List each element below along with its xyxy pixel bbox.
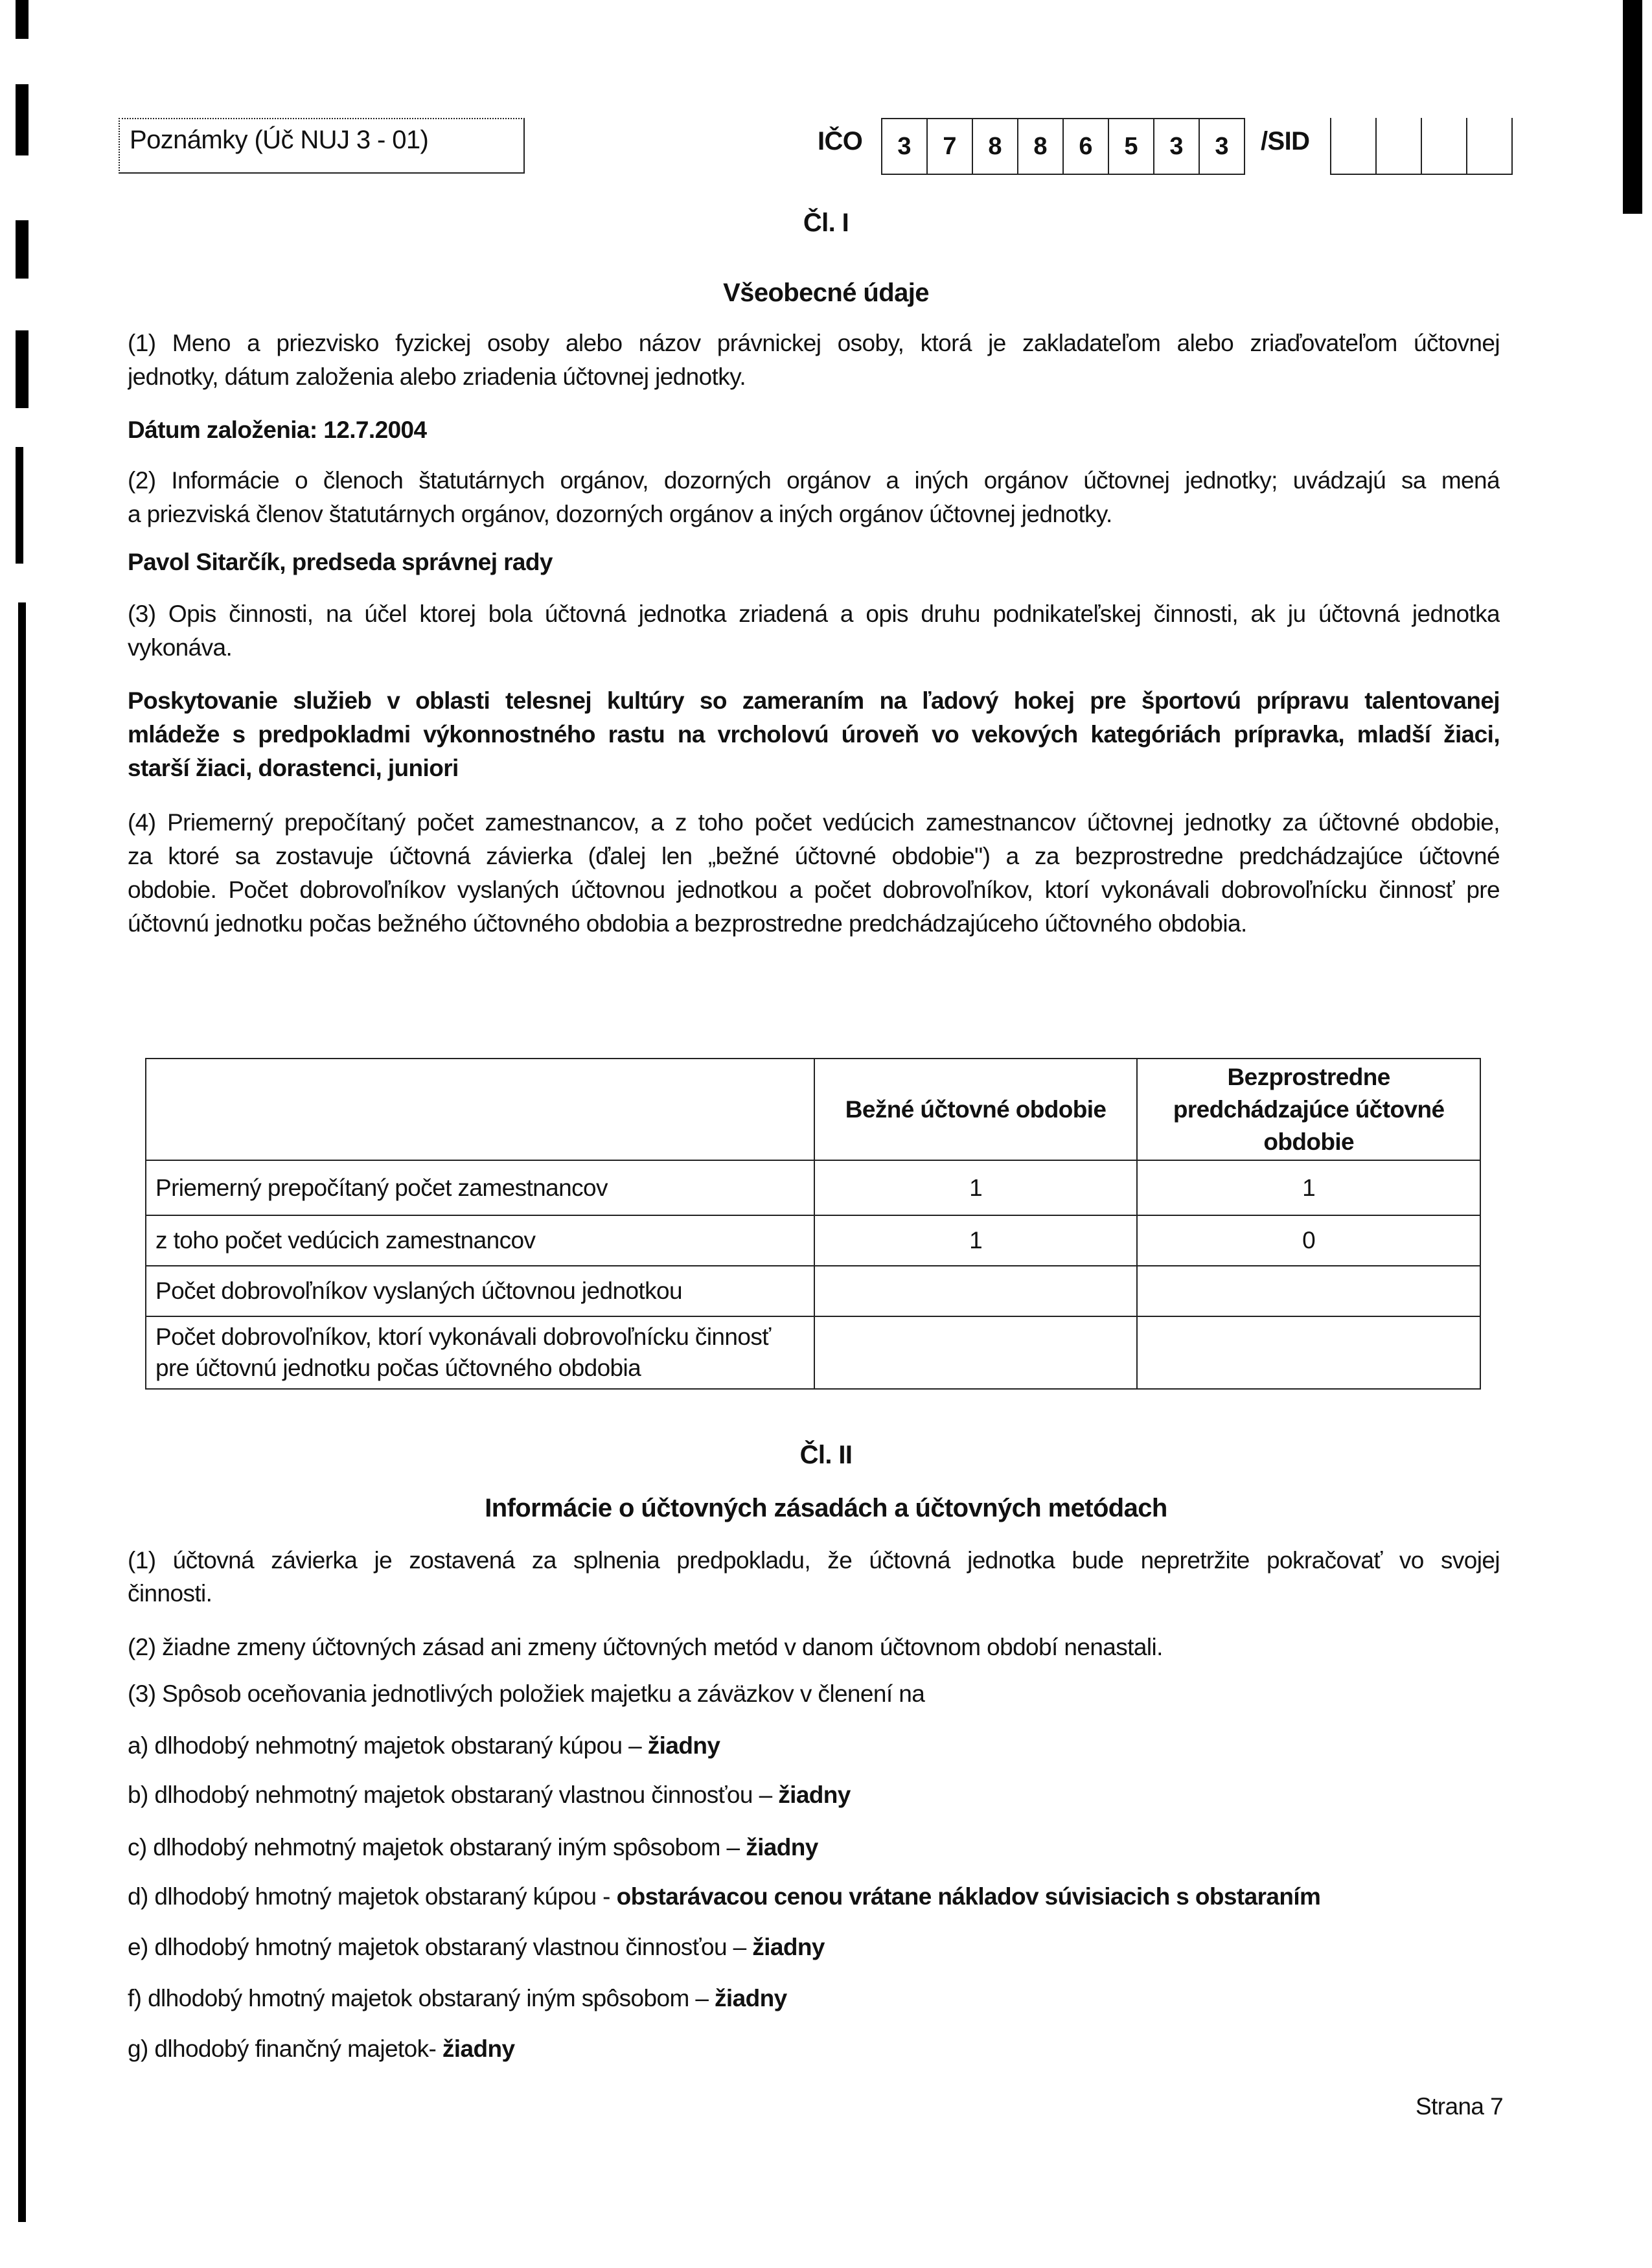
ico-digit: 7 — [926, 118, 973, 175]
current-value: 1 — [814, 1160, 1137, 1215]
activity-line: starší žiaci, dorastenci, juniori — [128, 755, 459, 781]
table-row — [146, 1266, 1480, 1316]
item-text: c) dlhodobý nehmotný majetok obstaraný iným spôsobom – — [128, 1834, 746, 1861]
item-text: g) dlhodobý finančný majetok- — [128, 2035, 442, 2062]
paragraph-line: (1) účtovná závierka je zostavená za splnenia predpokladu, že účtovná jednotka bude nepretržite pokračovať vo svojej — [128, 1547, 1500, 1574]
item-value: žiadny — [647, 1732, 720, 1759]
paragraph-line: účtovnú jednotku počas bežného účtovného obdobia a bezprostredne predchádzajúceho účtovného obdobia. — [128, 910, 1247, 937]
row-label: Priemerný prepočítaný počet zamestnancov — [146, 1160, 814, 1215]
item-value: žiadny — [715, 1985, 787, 2011]
paragraph-line: (3) Opis činnosti, na účel ktorej bola účtovná jednotka zriadená a opis druhu podnikateľskej činnosti, ak ju účtovná jednotka — [128, 601, 1500, 627]
item-text: d) dlhodobý hmotný majetok obstaraný kúpou - — [128, 1883, 617, 1910]
table-header-row — [146, 1059, 1480, 1160]
section-1-subtitle: Všeobecné údaje — [723, 279, 929, 307]
item-text: f) dlhodobý hmotný majetok obstaraný iným spôsobom – — [128, 1985, 715, 2011]
current-value: 1 — [814, 1215, 1137, 1266]
item-text: b) dlhodobý nehmotný majetok obstaraný vlastnou činnosťou – — [128, 1781, 779, 1808]
activity-line: mládeže s predpokladmi výkonnostného rastu na vrcholovú úroveň vo vekových kategóriách prípravka, mladší žiaci, — [128, 721, 1500, 748]
paragraph-line: (3) Spôsob oceňovania jednotlivých položiek majetku a záväzkov v členení na — [128, 1680, 925, 1707]
valuation-item — [128, 2032, 514, 2066]
valuation-item — [128, 1778, 851, 1812]
sid-label: /SID — [1261, 127, 1310, 155]
row-label: z toho počet vedúcich zamestnancov — [146, 1215, 814, 1266]
ico-digit: 3 — [1153, 118, 1200, 175]
paragraph-line: (4) Priemerný prepočítaný počet zamestnancov, a z toho počet vedúcich zamestnancov účtovnej jednotky za účtovné obdobie, — [128, 809, 1500, 836]
row-label: Počet dobrovoľníkov, ktorí vykonávali dobrovoľnícku činnosť pre účtovnú jednotku počas účtovného obdobia — [146, 1316, 814, 1389]
table-header — [146, 1059, 814, 1160]
board-member: Pavol Sitarčík, predseda správnej rady — [128, 549, 553, 575]
table-header: Bezprostredne predchádzajúce účtovné obdobie — [1137, 1059, 1480, 1160]
paragraph-line: (2) Informácie o členoch štatutárnych orgánov, dozorných orgánov a iných orgánov účtovnej jednotky; uvádzajú sa mená — [128, 467, 1500, 494]
sid-field — [1330, 118, 1511, 175]
ico-label: IČO — [818, 127, 863, 155]
previous-value: 1 — [1137, 1160, 1480, 1215]
previous-value — [1137, 1266, 1480, 1316]
ico-digit: 8 — [1017, 118, 1064, 175]
valuation-item — [128, 1930, 825, 1964]
paragraph-line: činnosti. — [128, 1580, 212, 1607]
paragraph-line: (1) Meno a priezvisko fyzickej osoby alebo názov právnickej osoby, ktorá je zakladateľom alebo zriaďovateľom účtovnej — [128, 330, 1500, 356]
ico-field — [881, 118, 1250, 175]
ico-digit: 5 — [1108, 118, 1154, 175]
ico-digit: 6 — [1062, 118, 1109, 175]
row-label: Počet dobrovoľníkov vyslaných účtovnou jednotkou — [146, 1266, 814, 1316]
item-text: a) dlhodobý nehmotný majetok obstaraný kúpou – — [128, 1732, 648, 1759]
table-header: Bežné účtovné obdobie — [814, 1059, 1137, 1160]
activity-line: Poskytovanie služieb v oblasti telesnej kultúry so zameraním na ľadový hokej pre športovú prípravu talentovanej — [128, 687, 1500, 714]
item-value: žiadny — [746, 1834, 818, 1861]
valuation-item — [128, 1729, 720, 1763]
table-row — [146, 1316, 1480, 1389]
item-value: žiadny — [778, 1781, 851, 1808]
section-2-subtitle: Informácie o účtovných zásadách a účtovných metódach — [485, 1494, 1167, 1522]
section-1-title: Čl. I — [803, 209, 849, 237]
current-value — [814, 1266, 1137, 1316]
valuation-item — [128, 1880, 1320, 1914]
form-label: Poznámky (Úč NUJ 3 - 01) — [130, 126, 429, 154]
item-value: žiadny — [442, 2035, 515, 2062]
section-2-title: Čl. II — [799, 1441, 853, 1469]
item-value: obstarávacou cenou vrátane nákladov súvisiacich s obstaraním — [616, 1883, 1321, 1910]
previous-value — [1137, 1316, 1480, 1389]
ico-digit: 8 — [972, 118, 1018, 175]
paragraph-line: a priezviská členov štatutárnych orgánov, dozorných orgánov a iných orgánov účtovnej jednotky. — [128, 501, 1112, 527]
page-number: Strana 7 — [1416, 2093, 1504, 2120]
table-row — [146, 1215, 1480, 1266]
item-value: žiadny — [752, 1934, 825, 1960]
paragraph-line: (2) žiadne zmeny účtovných zásad ani zmeny účtovných metód v danom účtovnom období nenastali. — [128, 1634, 1163, 1660]
table-row — [146, 1160, 1480, 1215]
paragraph-line: jednotky, dátum založenia alebo zriadenia účtovnej jednotky. — [128, 363, 746, 390]
valuation-item — [128, 1831, 818, 1864]
founding-date: Dátum založenia: 12.7.2004 — [128, 417, 427, 443]
item-text: e) dlhodobý hmotný majetok obstaraný vlastnou činnosťou – — [128, 1934, 753, 1960]
paragraph-line: vykonáva. — [128, 634, 233, 661]
paragraph-line: za ktoré sa zostavuje účtovná závierka (ďalej len „bežné účtovné obdobie") a za bezprostredne predchádzajúce účtovné — [128, 843, 1500, 869]
paragraph-line: obdobie. Počet dobrovoľníkov vyslaných účtovnou jednotkou a počet dobrovoľníkov, ktorí vykonávali dobrovoľnícku činnosť pre — [128, 876, 1500, 903]
previous-value: 0 — [1137, 1215, 1480, 1266]
ico-digit: 3 — [1199, 118, 1245, 175]
employees-table — [145, 1058, 1481, 1390]
ico-digit: 3 — [881, 118, 928, 175]
current-value — [814, 1316, 1137, 1389]
valuation-item — [128, 1982, 787, 2015]
